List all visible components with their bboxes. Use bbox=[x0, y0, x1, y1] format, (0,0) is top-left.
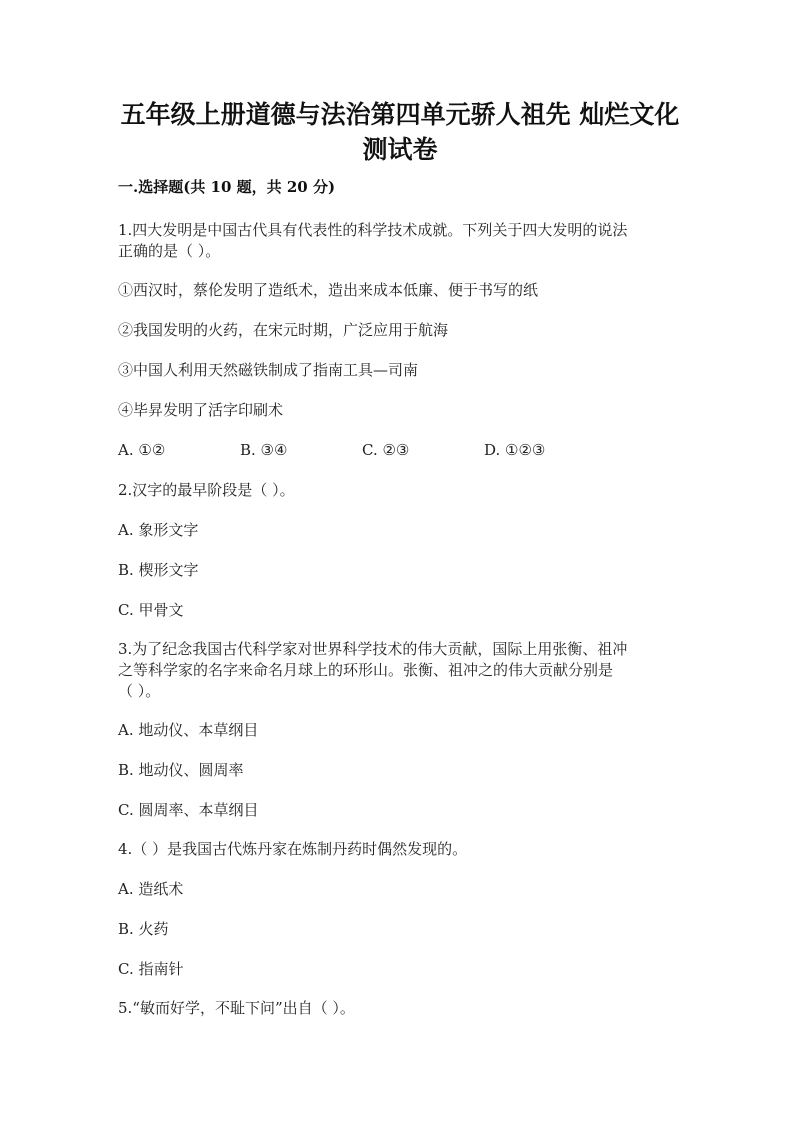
question-2-option-c: C. 甲骨文 bbox=[118, 601, 184, 619]
question-1-option-b: B. ③④ bbox=[240, 441, 288, 459]
question-1-statement-2: ②我国发明的火药，在宋元时期，广泛应用于航海 bbox=[118, 321, 449, 339]
question-3-option-a: A. 地动仪、本草纲目 bbox=[118, 721, 259, 739]
section-heading: 一.选择题(共 10 题，共 20 分) bbox=[118, 178, 336, 196]
question-5-stem: 5.“敏而好学，不耻下问”出自（ ）。 bbox=[118, 999, 355, 1017]
question-3-option-c: C. 圆周率、本草纲目 bbox=[118, 801, 259, 819]
question-2-stem: 2.汉字的最早阶段是（ ）。 bbox=[118, 481, 295, 499]
question-3-stem-line-2: 之等科学家的名字来命名月球上的环形山。张衡、祖冲之的伟大贡献分别是 bbox=[118, 661, 614, 679]
question-1-statement-3: ③中国人利用天然磁铁制成了指南工具—司南 bbox=[118, 361, 419, 379]
question-1-stem-line-2: 正确的是（ ）。 bbox=[118, 242, 221, 260]
question-1-statement-1: ①西汉时，蔡伦发明了造纸术，造出来成本低廉、便于书写的纸 bbox=[118, 281, 539, 299]
question-2-option-a: A. 象形文字 bbox=[118, 521, 199, 539]
question-1-option-d: D. ①②③ bbox=[484, 441, 546, 459]
question-1-stem-line-1: 1.四大发明是中国古代具有代表性的科学技术成就。下列关于四大发明的说法 bbox=[118, 221, 628, 239]
question-4-option-c: C. 指南针 bbox=[118, 960, 184, 978]
question-4-option-a: A. 造纸术 bbox=[118, 880, 184, 898]
question-2-option-b: B. 楔形文字 bbox=[118, 561, 199, 579]
page-title-line-1: 五年级上册道德与法治第四单元骄人祖先 灿烂文化 bbox=[120, 100, 680, 129]
question-1-option-a: A. ①② bbox=[118, 441, 166, 459]
question-3-option-b: B. 地动仪、圆周率 bbox=[118, 761, 244, 779]
question-1-option-c: C. ②③ bbox=[362, 441, 410, 459]
question-1-statement-4: ④毕昇发明了活字印刷术 bbox=[118, 401, 284, 419]
page-title-line-2: 测试卷 bbox=[362, 135, 438, 164]
question-3-stem-line-1: 3.为了纪念我国古代科学家对世界科学技术的伟大贡献，国际上用张衡、祖冲 bbox=[118, 640, 628, 658]
question-4-option-b: B. 火药 bbox=[118, 920, 169, 938]
question-3-stem-line-3: （ ）。 bbox=[118, 682, 161, 700]
question-4-stem: 4.（ ）是我国古代炼丹家在炼制丹药时偶然发现的。 bbox=[118, 840, 468, 858]
